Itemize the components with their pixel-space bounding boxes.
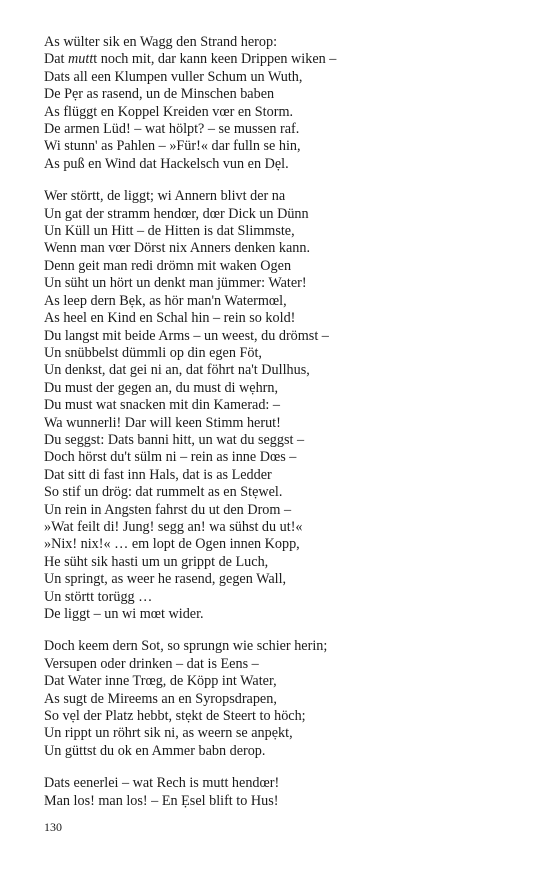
poem-line: »Nix! nix!« … em lopt de Ogen innen Kopp, (44, 536, 300, 553)
poem-line: Wa wunnerli! Dar will keen Stimm herut! (44, 414, 281, 431)
poem-line: Un störtt torügg … (44, 588, 153, 605)
poem-line: As leep dern Bẹk, as hör man'n Watermœl, (44, 292, 287, 309)
poem-line: Doch hörst du't sülm ni – rein as inne Dœs – (44, 449, 297, 466)
emphasized-word: mutt (68, 51, 94, 68)
poem-line: Du seggst: Dats banni hitt, un wat du seggst – (44, 431, 305, 448)
poem-line: Un güttst du ok en Ammer babn derop. (44, 742, 266, 759)
poem-line: Un süht un hört un denkt man jümmer: Water! (44, 275, 307, 292)
poem-line: Denn geit man redi drömn mit waken Ogen (44, 257, 292, 274)
poem-line: Un snübbelst dümmli op din egen Föt, (44, 344, 262, 361)
poem-line: De liggt – un wi mœt wider. (44, 606, 204, 622)
poem-line: Dat Water inne Trœg, de Köpp int Water, (44, 673, 277, 690)
stanza (44, 638, 524, 760)
poem-line: Un rein in Angsten fahrst du ut den Drom – (44, 501, 292, 518)
poem-line: Man los! man los! – En Ẹsel blift to Hus! (44, 792, 279, 809)
poem-line: Un gat der stramm hendœr, dœr Dick un Dünn (44, 205, 309, 222)
poem-line: He süht sik hasti um un grippt de Luch, (44, 553, 269, 570)
poem-line: Wi stunn' as Pahlen – »Für!« dar fulln se hin, (44, 138, 301, 155)
poem-line: Wenn man vœr Dörst nix Anners denken kann. (44, 240, 311, 257)
poem-line: De armen Lüd! – wat hölpt? – se mussen raf. (44, 121, 300, 138)
poem-line: De Pẹr as rasend, un de Minschen baben (44, 86, 275, 103)
poem-line: So vẹl der Platz hebbt, stẹkt de Steert to höch; (44, 708, 306, 725)
poem-line: Dats eenerlei – wat Rech is mutt hendœr! (44, 775, 280, 792)
poem-line: Un denkst, dat gei ni an, dat föhrt na't Dullhus, (44, 362, 310, 379)
stanza (44, 188, 524, 623)
poem-line: Un springt, as weer he rasend, gegen Wall, (44, 571, 287, 588)
poem-line: As heel en Kind en Schal hin – rein so kold! (44, 310, 296, 327)
poem-line: Versupen oder drinken – dat is Eens – (44, 655, 259, 672)
poem-line: Wer störtt, de liggt; wi Annern blivt der na (44, 188, 286, 205)
poem-text (44, 34, 524, 825)
poem-line: Doch keem dern Sot, so sprungn wie schier herin; (44, 638, 328, 655)
poem-line: As flüggt en Koppel Kreiden vœr en Storm. (44, 103, 294, 120)
poem-line: Un rippt un röhrt sik ni, as weern se anpẹkt, (44, 725, 293, 742)
poem-line: »Wat feilt di! Jung! segg an! wa sühst du ut!« (44, 518, 303, 535)
poem-line: Du langst mit beide Arms – un weest, du drömst – (44, 327, 329, 344)
page-number: 130 (44, 820, 62, 834)
poem-line: As puß en Wind dat Hackelsch vun en Dẹl. (44, 155, 289, 172)
poem-line: Un Küll un Hitt – de Hitten is dat Slimmste, (44, 223, 295, 240)
poem-line: As wülter sik en Wagg den Strand herop: (44, 34, 278, 50)
stanza (44, 775, 524, 810)
poem-line: As sugt de Mireems an en Syropsdrapen, (44, 690, 277, 707)
poem-line: Dat sitt di fast inn Hals, dat is as Ledder (44, 466, 272, 483)
stanza (44, 34, 524, 173)
poem-line: Du must der gegen an, du must di wẹhrn, (44, 379, 279, 396)
poem-line: Dat muttt noch mit, dar kann keen Drippen wiken – (44, 51, 337, 68)
poem-line: So stif un drög: dat rummelt as en Stẹwel. (44, 484, 283, 501)
poem-line: Du must wat snacken mit din Kamerad: – (44, 397, 281, 414)
poem-line: Dats all een Klumpen vuller Schum un Wuth, (44, 68, 303, 85)
